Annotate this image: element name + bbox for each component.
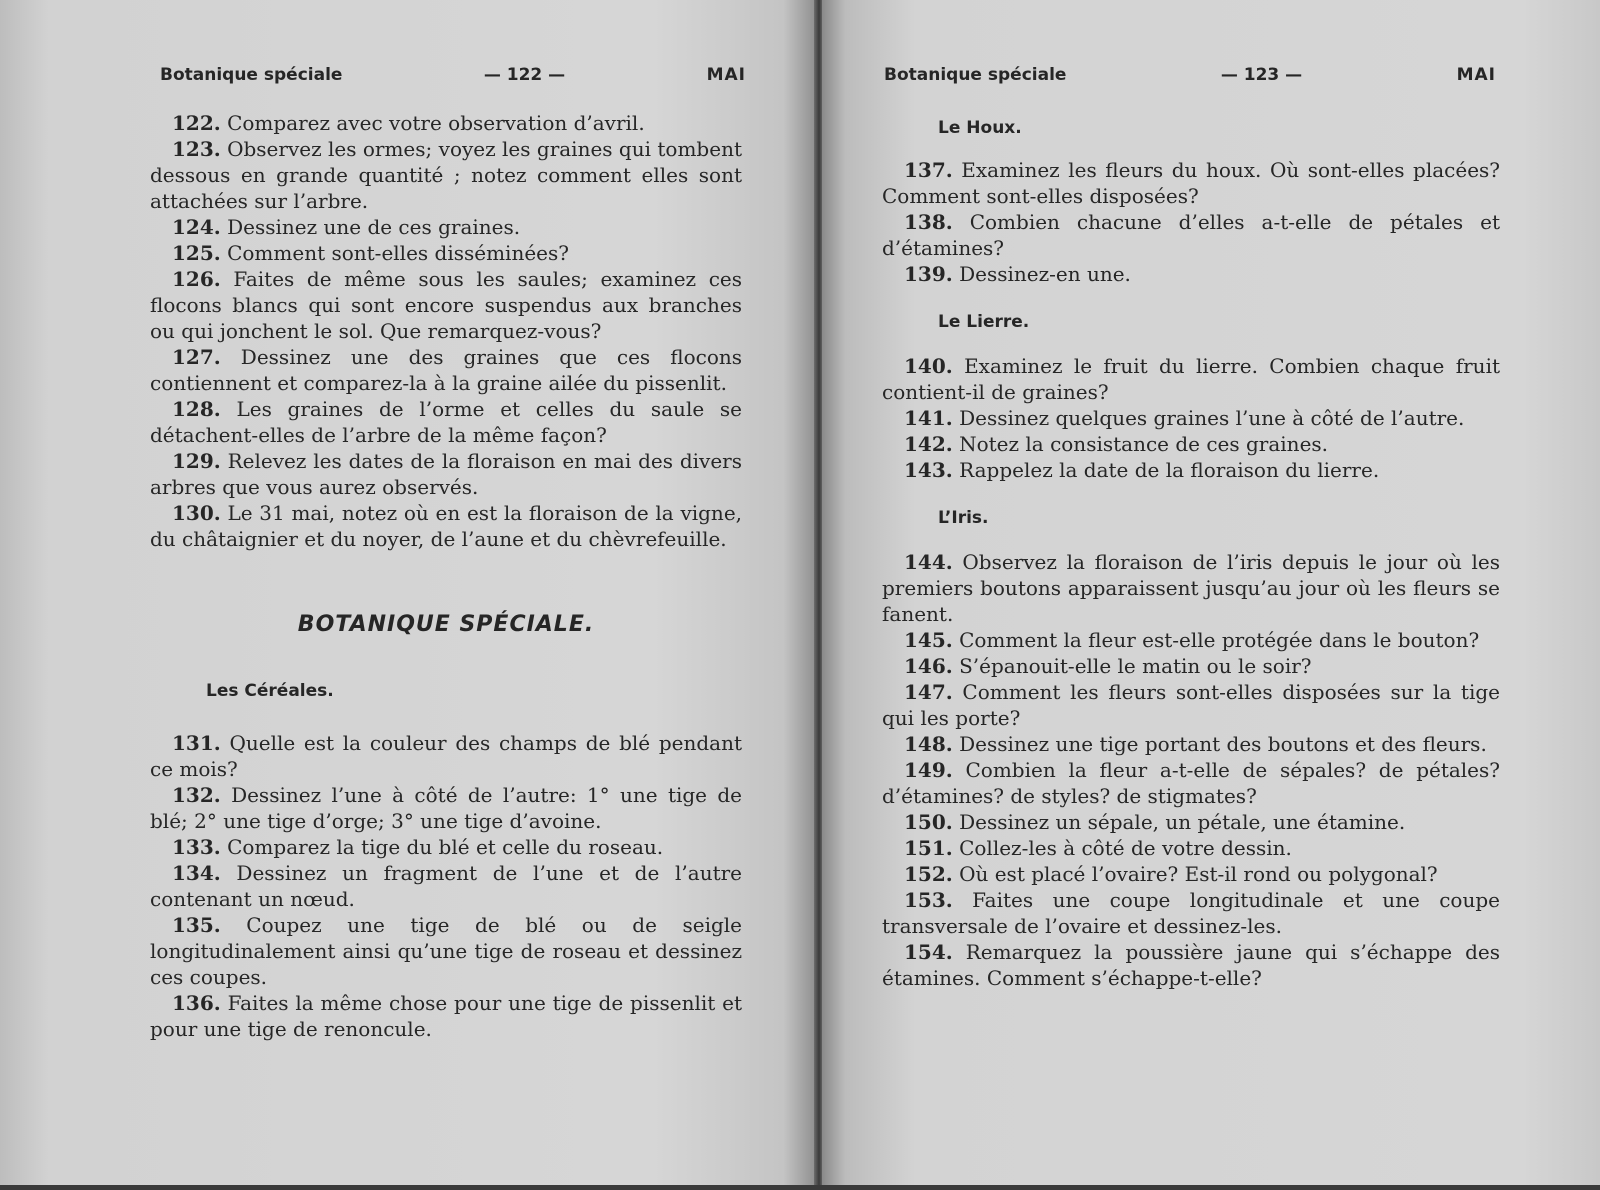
question-text: Coupez une tige de blé ou de seigle longitudinalement ainsi qu’une tige de roseau et dessinez ces coupes. [150,913,742,989]
left-running-head [160,62,746,88]
question-number: 134. [172,861,221,885]
section-title: BOTANIQUE SPÉCIALE. [297,612,595,637]
header-month: MAI [1456,65,1496,85]
question-text: Dessinez une tige portant des boutons et des fleurs. [959,732,1487,756]
question-number: 128. [172,397,221,421]
question-text: Notez la consistance de ces graines. [959,432,1329,456]
question-item [150,782,742,834]
question-number: 125. [172,241,221,265]
question-text: Comment sont-elles disséminées? [227,241,569,265]
question-number: 150. [904,810,953,834]
question-text: Où est placé l’ovaire? Est-il rond ou polygonal? [959,862,1438,886]
question-item [150,396,742,448]
question-item [150,344,742,396]
question-item [882,679,1500,731]
question-number: 151. [904,836,953,860]
question-number: 144. [904,550,953,574]
question-text: Dessinez une des graines que ces flocons contiennent et comparez-la à la graine ailée du pissenlit. [150,345,743,395]
question-number: 141. [904,406,953,430]
question-text: Faites la même chose pour une tige de pissenlit et pour une tige de renoncule. [150,991,742,1041]
question-item [882,157,1500,209]
question-text: Quelle est la couleur des champs de blé pendant ce mois? [150,731,743,781]
question-item [882,861,1500,887]
question-text: Combien la fleur a-t-elle de sépales? de pétales? d’étamines? de styles? de stigmates? [882,758,1501,808]
question-item [882,757,1500,809]
question-item [150,214,742,240]
question-text: Dessinez l’une à côté de l’autre: 1° une tige de blé; 2° une tige d’orge; 3° une tige d’avoine. [150,783,742,833]
subsection-title-houx: Le Houx. [938,118,1022,138]
right-page [822,0,1600,1190]
question-number: 133. [172,835,221,859]
question-item [882,457,1500,483]
question-number: 152. [904,862,953,886]
question-text: Remarquez la poussière jaune qui s’échappe des étamines. Comment s’échappe-t-elle? [882,940,1501,990]
question-text: Dessinez quelques graines l’une à côté de l’autre. [959,406,1465,430]
question-text: Les graines de l’orme et celles du saule se détachent-elles de l’arbre de la même façon? [150,397,742,447]
question-item [150,730,742,782]
question-item [882,549,1500,627]
iris-items [882,549,1500,991]
question-number: 143. [904,458,953,482]
question-item [882,653,1500,679]
right-body-text [882,115,1500,991]
question-text: Dessinez-en une. [959,262,1131,286]
question-item [882,939,1500,991]
question-text: Collez-les à côté de votre dessin. [959,836,1292,860]
question-number: 132. [172,783,221,807]
question-item [882,731,1500,757]
question-number: 136. [172,991,221,1015]
question-text: Comment la fleur est-elle protégée dans le bouton? [959,628,1480,652]
question-text: Combien chacune d’elles a-t-elle de pétales et d’étamines? [882,210,1500,260]
question-text: Examinez le fruit du lierre. Combien chaque fruit contient-il de graines? [882,354,1500,404]
question-text: Observez les ormes; voyez les graines qui tombent dessous en grande quantité ; notez comment elles sont attachées sur l’arbre. [150,137,742,213]
question-number: 153. [904,888,953,912]
question-item [150,240,742,266]
question-item [882,627,1500,653]
left-items-b [150,730,742,1042]
question-number: 149. [904,758,953,782]
question-number: 124. [172,215,221,239]
question-number: 154. [904,940,953,964]
question-item [882,353,1500,405]
left-body-text [150,110,742,1042]
question-item [882,809,1500,835]
question-text: S’épanouit-elle le matin ou le soir? [959,654,1312,678]
question-number: 137. [904,158,953,182]
subsection-title-cereales: Les Céréales. [206,681,334,701]
left-items-a [150,110,742,552]
question-number: 126. [172,267,221,291]
question-item [882,405,1500,431]
question-item [882,209,1500,261]
question-number: 145. [904,628,953,652]
right-running-head [884,62,1496,88]
question-number: 130. [172,501,221,525]
question-item [150,110,742,136]
header-section: Botanique spéciale [884,65,1067,85]
question-item [150,990,742,1042]
question-text: Dessinez un sépale, un pétale, une étamine. [959,810,1406,834]
question-item [150,266,742,344]
header-month: MAI [706,65,746,85]
question-text: Dessinez un fragment de l’une et de l’autre contenant un nœud. [150,861,743,911]
question-text: Faites de même sous les saules; examinez ces flocons blancs qui sont encore suspendus aux branches ou qui jonchent le sol. Que remarquez-vous? [150,267,742,343]
bottom-edge [0,1185,1600,1190]
question-number: 122. [172,111,221,135]
question-number: 131. [172,731,221,755]
header-page-number: — 122 — [483,65,566,85]
header-section: Botanique spéciale [160,65,343,85]
question-text: Observez la floraison de l’iris depuis le jour où les premiers boutons apparaissent jusqu’au jour où les fleurs se fanent. [882,550,1501,626]
lierre-items [882,353,1500,483]
question-text: Comparez la tige du blé et celle du roseau. [227,835,664,859]
question-text: Relevez les dates de la floraison en mai des divers arbres que vous aurez observés. [150,449,743,499]
question-text: Examinez les fleurs du houx. Où sont-elles placées? Comment sont-elles disposées? [882,158,1501,208]
question-number: 147. [904,680,953,704]
question-item [150,834,742,860]
subsection-title-lierre: Le Lierre. [938,312,1030,332]
question-number: 135. [172,913,221,937]
question-text: Comparez avec votre observation d’avril. [227,111,645,135]
subsection-title-iris: L’Iris. [938,508,989,528]
question-text: Dessinez une de ces graines. [227,215,521,239]
question-number: 146. [904,654,953,678]
question-text: Faites une coupe longitudinale et une coupe transversale de l’ovaire et dessinez-les. [882,888,1500,938]
question-number: 123. [172,137,221,161]
question-item [150,912,742,990]
question-item [882,835,1500,861]
header-page-number: — 123 — [1220,65,1303,85]
question-number: 142. [904,432,953,456]
question-number: 127. [172,345,221,369]
question-item [150,448,742,500]
question-number: 148. [904,732,953,756]
question-item [150,500,742,552]
question-text: Comment les fleurs sont-elles disposées sur la tige qui les porte? [882,680,1501,730]
question-item [882,887,1500,939]
question-item [882,261,1500,287]
question-item [882,431,1500,457]
question-item [150,860,742,912]
houx-items [882,157,1500,287]
question-number: 129. [172,449,221,473]
question-item [150,136,742,214]
question-number: 139. [904,262,953,286]
question-number: 138. [904,210,953,234]
question-number: 140. [904,354,953,378]
question-text: Le 31 mai, notez où en est la floraison de la vigne, du châtaignier et du noyer, de l’aune et du chèvrefeuille. [150,501,743,551]
question-text: Rappelez la date de la floraison du lierre. [959,458,1380,482]
